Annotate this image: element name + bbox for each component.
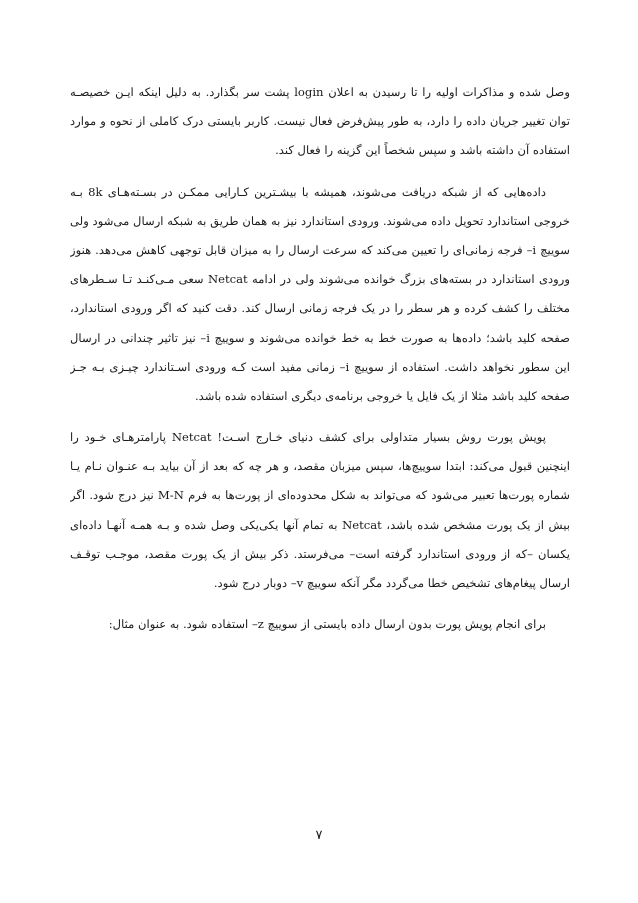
text-line: ورودی استاندارد در بسته‌های بزرگ خوانده می‌شوند ولی در ادامه Netcat سعی مـی‌کنـد تـا سـطرهای [70, 272, 570, 287]
text-line: پویش پورت روش بسیار متداولی برای کشف دنیای خـارج اسـت! Netcat پارامترهـای خـود را [70, 430, 546, 445]
text-line: برای انجام پویش پورت بدون ارسال داده بایستی از سوییچ z– استفاده شود. به عنوان مثال: [108, 617, 546, 632]
text-line: یکسان –که از ورودی استاندارد گرفته است– می‌فرستد. ذکر بیش از یک پورت مقصد، موجـب توقـف [70, 546, 570, 561]
text-line: ارسال پیغام‌های تشخیص خطا می‌گردد مگر آنکه سوییچ v– دوبار درج شود. [213, 576, 570, 590]
paragraph-3 [70, 423, 570, 598]
document-page [70, 78, 570, 651]
text-line: توان تغییر جریان داده را دارد، به طور پیش‌فرض فعال نیست. کاربر بایستی درک کاملی از نحوه و موارد [70, 114, 570, 129]
paragraph-2 [70, 178, 570, 412]
text-line: صفحه کلید باشد؛ داده‌ها به صورت خط به خط خوانده می‌شوند و سوییچ i– نیز تاثیر چندانی در ارسال [70, 330, 570, 345]
text-line: سوییچ i– فرجه زمانی‌ای را تعیین می‌کند که سرعت ارسال را به میزان قابل توجهی کاهش می‌دهد. هنوز [70, 242, 570, 257]
text-line: داده‌هایی که از شبکه دریافت می‌شوند، همیشه با بیشـترین کـارایی ممکـن در بسـته‌هـای 8k بـه [70, 184, 546, 199]
text-line: بیش از یک پورت مشخص شده باشد، Netcat به تمام آنها یکی‌یکی وصل شده و بـه همـه آنهـا داده‌ای [70, 517, 570, 532]
paragraph-1 [70, 78, 570, 166]
text-line: وصل شده و مذاکرات اولیه را تا رسیدن به اعلان login پشت سر بگذارد. به دلیل اینکه ایـن خصیصـه [70, 85, 570, 99]
text-line: خروجی استاندارد تحویل داده می‌شوند. ورودی استاندارد نیز به همان طریق به شبکه ارسال می‌شود ولی [70, 213, 570, 228]
page-number: ۷ [315, 828, 323, 843]
text-line: اینچنین قبول می‌کند: ابتدا سوییچ‌ها، سپس میزبان مقصد، و هر چه که بعد از آن بیاید بـه عنـوان نـام یـا [70, 459, 570, 474]
paragraph-4 [70, 610, 570, 639]
text-line: استفاده آن داشته باشد و سپس شخصاً این گزینه را فعال کند. [275, 143, 570, 158]
text-line: این سطور نخواهد داشت. استفاده از سوییچ i– زمانی مفید است کـه ورودی اسـتاندارد چیـزی بـه جـز [70, 359, 570, 374]
text-line: شماره پورت‌ها تعبیر می‌شود که می‌تواند به شکل محدوده‌ای از پورت‌ها به فرم M-N نیز درج شود. اگر [70, 488, 570, 503]
text-line: صفحه کلید باشد مثلا از یک فایل یا خروجی برنامه‌ی دیگری استفاده شده باشد. [194, 388, 570, 403]
text-line: مختلف را کشف کرده و هر سطر را در یک فرجه زمانی ارسال کند. دقت کنید که اگر ورودی استاندارد، [70, 301, 570, 316]
